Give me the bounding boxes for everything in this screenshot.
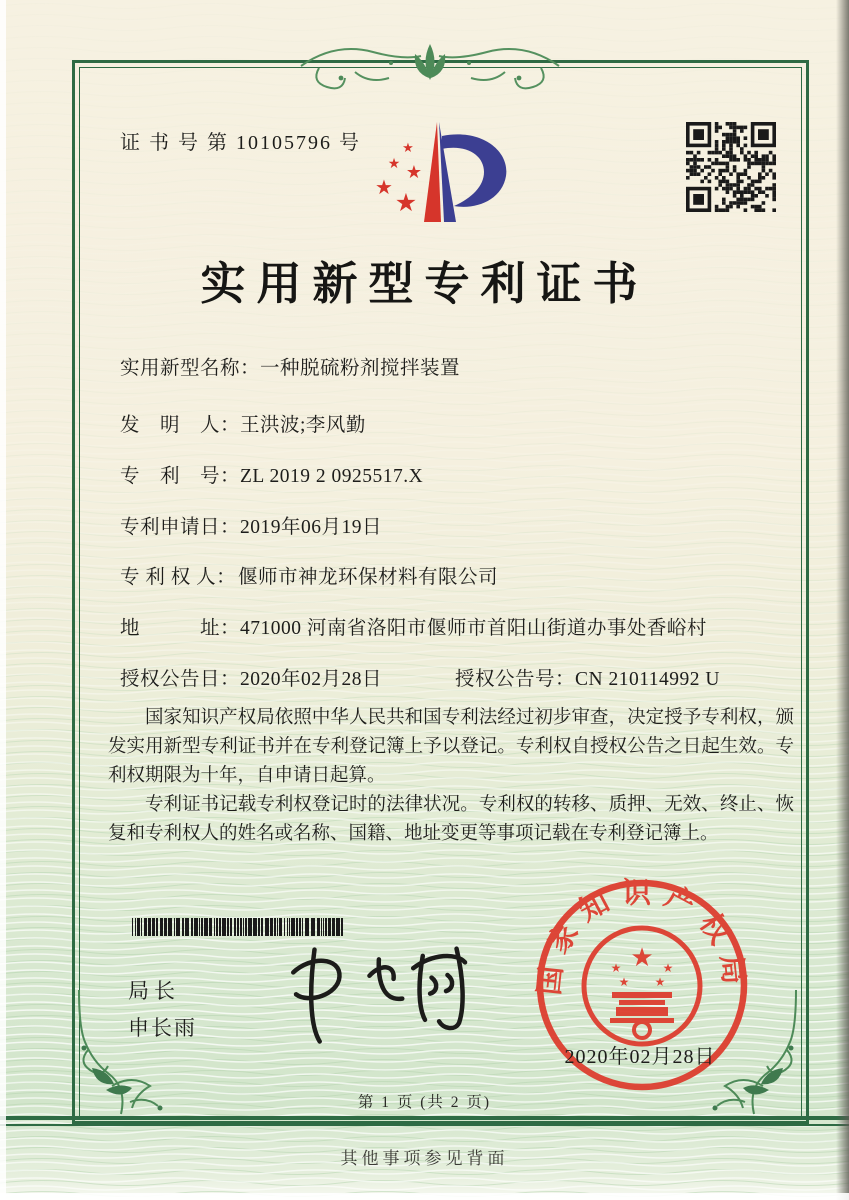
- field-value: CN 210114992 U: [575, 669, 720, 690]
- field-value: 一种脱硫粉剂搅拌装置: [260, 358, 461, 379]
- field-label: 授权公告日：: [120, 669, 241, 690]
- svg-text:★: ★: [375, 177, 393, 199]
- field-value: 偃师市神龙环保材料有限公司: [238, 567, 499, 588]
- svg-text:国家知识产权局: [532, 877, 750, 997]
- svg-text:★: ★: [402, 140, 414, 155]
- scan-edge-bottom: [0, 1193, 849, 1200]
- field-value: 王洪波;李风勤: [240, 415, 366, 436]
- page-number: 第 1 页 (共 2 页): [357, 1094, 492, 1111]
- field-label: 专 利 号：: [120, 466, 241, 487]
- field-value: 2020年02月28日: [240, 669, 383, 690]
- field-value: ZL 2019 2 0925517.X: [240, 466, 424, 487]
- svg-text:★: ★: [610, 961, 622, 975]
- scan-edge-left: [0, 0, 6, 1200]
- field-row-patent-no: [120, 460, 423, 488]
- field-label: 地 址：: [120, 618, 241, 639]
- svg-text:★: ★: [662, 961, 674, 975]
- svg-text:★: ★: [394, 190, 418, 217]
- seal-date: 2020年02月28日: [564, 1046, 716, 1068]
- back-note: 其他事项参见背面: [340, 1149, 509, 1168]
- svg-text:★: ★: [405, 162, 423, 182]
- field-label: 专 利 权 人：: [120, 567, 237, 588]
- field-row-filing-date: [120, 511, 382, 539]
- legal-paragraph-2: 专利证书记载专利权登记时的法律状况。专利权的转移、质押、无效、终止、恢复和专利权人的姓名或名称、国籍、地址变更等事项记载在专利登记簿上。: [108, 795, 794, 844]
- bottom-border-line-thin: [0, 1124, 849, 1126]
- field-label: 授权公告号：: [455, 669, 576, 690]
- signature-icon: [250, 932, 474, 1052]
- field-row-grant: [120, 663, 720, 691]
- field-row-name: [120, 352, 460, 380]
- signer-name: 申长雨: [128, 1016, 197, 1040]
- svg-text:★: ★: [618, 975, 630, 989]
- svg-text:★: ★: [630, 943, 654, 972]
- scan-edge-shadow-right: [836, 0, 849, 1200]
- svg-text:★: ★: [387, 157, 401, 172]
- legal-paragraph-1: 国家知识产权局依照中华人民共和国专利法经过初步审查，决定授予专利权，颁发实用新型专利证书并在专利登记簿上予以登记。专利权自授权公告之日起生效。专利权期限为十年，自申请日起算。: [108, 708, 794, 786]
- field-label: 实用新型名称：: [120, 358, 261, 379]
- svg-text:★: ★: [654, 975, 666, 989]
- field-value: 2019年06月19日: [240, 517, 383, 538]
- bottom-border-line-thick: [0, 1116, 849, 1120]
- cnipa-logo-icon: [372, 112, 548, 240]
- qr-code: [686, 122, 776, 212]
- field-row-inventor: [120, 409, 366, 437]
- page-title: 实用新型专利证书: [200, 259, 649, 309]
- field-row-patentee: [120, 561, 498, 589]
- national-emblem-icon: [584, 928, 700, 1044]
- signer-title: 局长: [128, 979, 180, 1003]
- barcode: [132, 918, 346, 936]
- field-row-address: [120, 612, 707, 640]
- seal-text: 国家知识产权局: [533, 877, 751, 997]
- legal-text-block: [108, 704, 794, 849]
- certificate-number: 证 书 号 第 10105796 号: [120, 132, 361, 154]
- field-label: 专利申请日：: [120, 517, 241, 538]
- top-border-flourish-ornament: [295, 38, 565, 92]
- field-label: 发 明 人：: [120, 415, 241, 436]
- field-value: 471000 河南省洛阳市偃师市首阳山街道办事处香峪村: [240, 618, 707, 639]
